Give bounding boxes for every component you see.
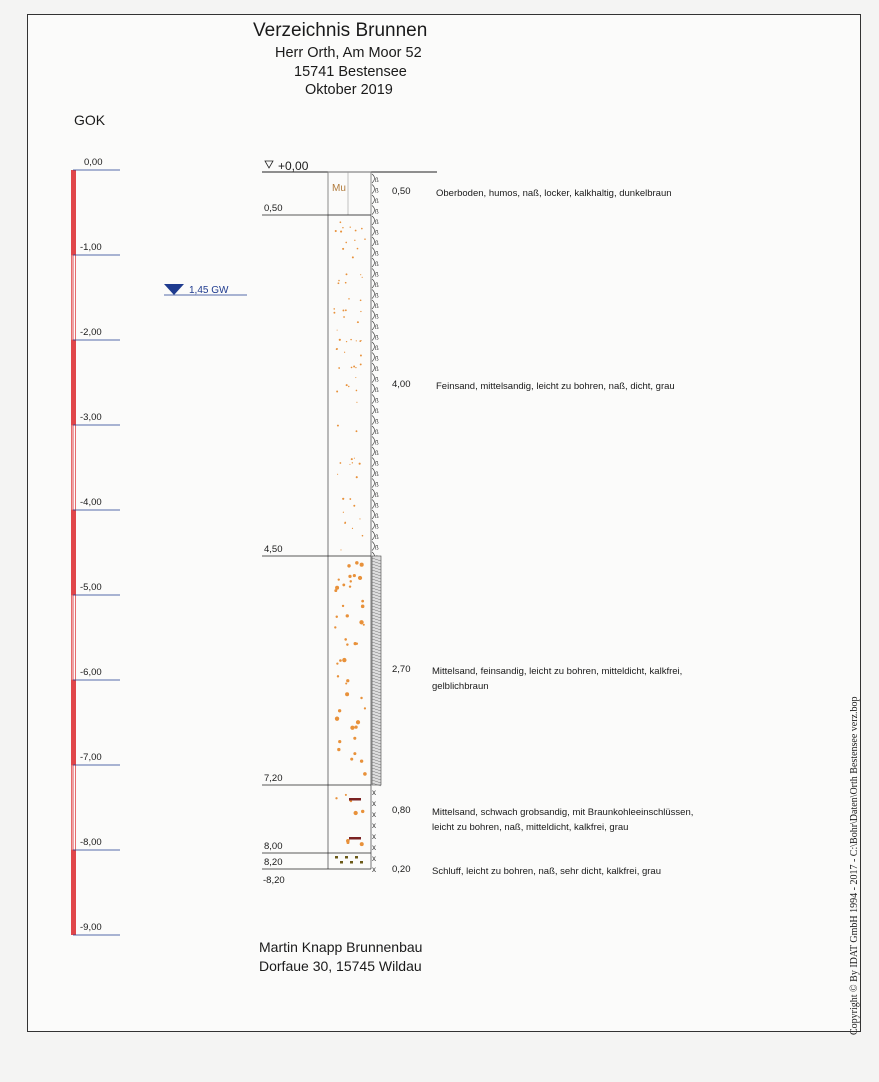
fine-sand-dot xyxy=(348,386,349,387)
fine-sand-dot xyxy=(350,339,351,340)
fine-sand-dot xyxy=(357,248,359,250)
silt-mark xyxy=(350,861,353,864)
scallop-pattern-mark: ß xyxy=(375,472,379,478)
fine-sand-dot xyxy=(345,242,347,244)
fine-sand-dot xyxy=(354,240,355,241)
fine-sand-dot xyxy=(352,528,353,529)
fine-sand-dot xyxy=(357,321,359,323)
scale-tick-label: -5,00 xyxy=(80,582,102,593)
scallop-pattern-mark: ß xyxy=(375,367,379,373)
medium-sand-dot xyxy=(346,679,349,682)
medium-sand-dot xyxy=(346,840,348,842)
layer-thickness: 2,70 xyxy=(392,664,411,675)
cross-pattern: x xyxy=(372,810,376,819)
medium-sand-dot xyxy=(339,659,342,662)
scallop-pattern-mark: ß xyxy=(375,188,379,195)
medium-sand-dot xyxy=(360,759,363,762)
cross-pattern: x xyxy=(372,821,376,830)
scallop-pattern-mark: ß xyxy=(375,440,379,447)
scallop-pattern-mark: ß xyxy=(375,283,379,289)
company-name: Martin Knapp Brunnenbau xyxy=(259,939,423,955)
medium-sand-dot xyxy=(356,720,360,724)
fine-sand-dot xyxy=(337,330,338,331)
medium-sand-dot xyxy=(335,797,337,799)
scallop-pattern-mark: ß xyxy=(375,178,379,184)
fine-sand-dot xyxy=(362,277,363,278)
medium-sand-dot xyxy=(360,842,364,846)
fine-sand-dot xyxy=(343,316,345,318)
gok-label: GOK xyxy=(74,112,106,128)
medium-sand-dot xyxy=(338,709,341,712)
medium-sand-dot xyxy=(354,811,358,815)
silt-mark xyxy=(355,856,358,859)
lignite-inclusion xyxy=(349,798,361,801)
scallop-pattern-mark: ß xyxy=(375,241,379,247)
silt-mark xyxy=(340,861,343,864)
fine-sand-dot xyxy=(355,367,356,368)
medium-sand-dot xyxy=(337,675,339,677)
medium-sand-dot xyxy=(361,600,364,603)
scallop-pattern-mark: ß xyxy=(375,398,379,405)
layer-thickness: 4,00 xyxy=(392,379,411,390)
fine-sand-dot xyxy=(344,523,346,525)
scallop-pattern-mark: ß xyxy=(375,209,379,216)
medium-sand-dot xyxy=(360,563,364,567)
scallop-pattern-mark: ß xyxy=(375,514,379,520)
scallop-pattern-mark: ß xyxy=(375,230,379,237)
fine-sand-dot xyxy=(350,226,351,227)
fine-sand-dot xyxy=(360,354,362,356)
scallop-pattern-mark: ß xyxy=(375,524,379,531)
fine-sand-dot xyxy=(352,462,353,463)
scale-segment-filled xyxy=(71,680,76,765)
fine-sand-dot xyxy=(346,384,348,386)
medium-sand-dot xyxy=(336,616,338,618)
medium-sand-dot xyxy=(334,626,336,628)
fine-sand-dot xyxy=(360,363,362,365)
fine-sand-dot xyxy=(356,340,357,341)
cross-pattern: x xyxy=(372,865,376,874)
fine-sand-dot xyxy=(356,476,358,478)
fine-sand-dot xyxy=(361,228,363,230)
medium-sand-dot xyxy=(360,697,362,699)
scallop-pattern-mark: ß xyxy=(375,503,379,510)
fine-sand-dot xyxy=(340,221,342,223)
medium-sand-dot xyxy=(363,624,365,626)
layer-bottom-depth: 4,50 xyxy=(264,544,283,555)
medium-sand-dot xyxy=(338,578,340,580)
medium-sand-dot xyxy=(353,737,356,740)
scallop-pattern-mark: ß xyxy=(375,251,379,258)
layer-bottom-depth: 8,00 xyxy=(264,841,283,852)
scallop-pattern-mark: ß xyxy=(375,335,379,342)
scale-tick-label: -1,00 xyxy=(80,242,102,253)
scallop-pattern-mark: ß xyxy=(375,377,379,384)
medium-sand-dot xyxy=(337,748,340,751)
layer-thickness: 0,80 xyxy=(392,805,411,816)
fine-sand-dot xyxy=(333,312,335,314)
scale-segment-filled xyxy=(71,850,76,935)
medium-sand-dot xyxy=(342,658,346,662)
scale-segment-filled xyxy=(71,510,76,595)
fine-sand-dot xyxy=(342,227,343,228)
layer-description: Schluff, leicht zu bohren, naß, sehr dicht, kalkfrei, grau xyxy=(432,866,661,877)
fine-sand-dot xyxy=(349,498,351,500)
fine-sand-dot xyxy=(345,309,347,311)
fine-sand-dot xyxy=(359,518,360,519)
fine-sand-dot xyxy=(336,390,338,392)
scale-tick-label: -7,00 xyxy=(80,752,102,763)
scallop-pattern-mark: ß xyxy=(375,314,379,321)
document-title: Verzeichnis Brunnen xyxy=(253,20,428,41)
scale-tick-label: 0,00 xyxy=(84,157,103,168)
fine-sand-dot xyxy=(338,282,340,284)
scallop-pattern-mark: ß xyxy=(375,199,379,205)
fine-sand-dot xyxy=(351,367,353,369)
medium-sand-dot xyxy=(348,575,351,578)
scallop-pattern-mark: ß xyxy=(375,419,379,426)
copyright-note: Copyright © By IDAT GmbH 1994 - 2017 - C:\Bohr\Daten\Orth Bestensee verz.bop xyxy=(849,696,860,1035)
fine-sand-dot xyxy=(352,256,354,258)
fine-sand-dot xyxy=(360,274,361,275)
scallop-pattern-mark: ß xyxy=(375,346,379,352)
fine-sand-dot xyxy=(360,299,362,301)
fine-sand-dot xyxy=(345,282,347,284)
medium-sand-dot xyxy=(353,574,356,577)
scallop-pattern-mark: ß xyxy=(375,356,379,363)
location-line: 15741 Bestensee xyxy=(294,64,407,80)
fine-sand-dot xyxy=(342,310,344,312)
fine-sand-dot xyxy=(355,230,357,232)
fine-sand-dot xyxy=(342,248,344,250)
medium-sand-dot xyxy=(336,662,338,664)
fine-sand-dot xyxy=(337,474,338,475)
layer-description: Oberboden, humos, naß, locker, kalkhaltig, dunkelbraun xyxy=(436,188,672,199)
fine-sand-dot xyxy=(359,340,361,342)
fine-sand-dot xyxy=(337,348,338,349)
layer-bottom-depth: 7,20 xyxy=(264,773,283,784)
gok-triangle-icon xyxy=(265,161,273,168)
fine-sand-dot xyxy=(349,464,350,465)
fine-sand-dot xyxy=(353,505,355,507)
profile-top-label: +0,00 xyxy=(278,159,309,173)
scallop-pattern-mark: ß xyxy=(375,482,379,489)
medium-sand-dot xyxy=(346,614,349,617)
medium-sand-dot xyxy=(364,707,366,709)
groundwater-triangle-icon xyxy=(164,284,184,295)
scallop-pattern-mark: ß xyxy=(375,220,379,226)
scale-tick-label: -4,00 xyxy=(80,497,102,508)
medium-sand-dot xyxy=(354,726,357,729)
scale-segment-filled xyxy=(71,170,76,255)
medium-sand-dot xyxy=(335,586,339,590)
medium-sand-dot xyxy=(355,561,358,564)
fine-sand-dot xyxy=(343,512,344,513)
fine-sand-dot xyxy=(362,535,364,537)
fine-sand-dot xyxy=(359,463,361,465)
fine-sand-dot xyxy=(355,377,356,378)
fine-sand-dot xyxy=(335,230,337,232)
layer-bottom-depth: 0,50 xyxy=(264,203,283,214)
medium-sand-dot xyxy=(353,752,356,755)
fine-sand-dot xyxy=(338,280,340,282)
medium-sand-dot xyxy=(345,692,349,696)
medium-sand-dot xyxy=(345,794,347,796)
scale-tick-label: -3,00 xyxy=(80,412,102,423)
scallop-pattern-mark: ß xyxy=(375,304,379,310)
fine-sand-dot xyxy=(364,238,366,240)
medium-sand-dot xyxy=(349,585,351,587)
client-line: Herr Orth, Am Moor 52 xyxy=(275,45,422,61)
fine-sand-dot xyxy=(340,549,341,550)
cross-pattern: x xyxy=(372,854,376,863)
fine-sand-dot xyxy=(346,273,348,275)
cross-pattern: x xyxy=(372,843,376,852)
layer-description: Mittelsand, schwach grobsandig, mit Braunkohleeinschlüssen, leicht zu bohren, naß, mitteldicht, kalkfrei, grau xyxy=(432,807,694,833)
scallop-pattern-mark: ß xyxy=(375,388,379,394)
medium-sand-dot xyxy=(345,682,347,684)
fine-sand-dot xyxy=(339,339,341,341)
layer-description: Feinsand, mittelsandig, leicht zu bohren, naß, dicht, grau xyxy=(436,381,675,392)
company-address: Dorfaue 30, 15745 Wildau xyxy=(259,958,422,974)
layer-thickness: 0,50 xyxy=(392,186,411,197)
date-line: Oktober 2019 xyxy=(305,82,393,98)
fine-sand-dot xyxy=(360,311,361,312)
scallop-pattern-mark: ß xyxy=(375,409,379,415)
fine-sand-dot xyxy=(342,498,344,500)
medium-sand-dot xyxy=(350,726,354,730)
scale-tick-label: -9,00 xyxy=(80,922,102,933)
scallop-pattern-mark: ß xyxy=(375,430,379,436)
medium-sand-dot xyxy=(361,605,365,609)
fine-sand-dot xyxy=(356,430,358,432)
fine-sand-dot xyxy=(338,367,340,369)
silt-mark xyxy=(335,856,338,859)
scallop-pattern-mark: ß xyxy=(375,545,379,552)
fine-sand-dot xyxy=(340,462,342,464)
lignite-inclusion xyxy=(349,837,361,840)
medium-sand-dot xyxy=(359,620,363,624)
medium-sand-dot xyxy=(342,584,345,587)
fine-sand-dot xyxy=(333,308,335,310)
fine-sand-dot xyxy=(356,402,357,403)
scallop-pattern-mark: ß xyxy=(375,325,379,331)
topsoil-code: Mu xyxy=(332,183,346,194)
scale-tick-label: -6,00 xyxy=(80,667,102,678)
cross-pattern: x xyxy=(372,799,376,808)
scallop-pattern-mark: ß xyxy=(375,535,379,541)
medium-sand-dot xyxy=(338,740,341,743)
cross-pattern: x xyxy=(372,832,376,841)
medium-sand-dot xyxy=(346,643,348,645)
silt-mark xyxy=(345,856,348,859)
fine-sand-dot xyxy=(353,366,355,368)
fine-sand-dot xyxy=(348,298,349,299)
medium-sand-dot xyxy=(335,716,339,720)
layer-thickness: 0,20 xyxy=(392,864,411,875)
scallop-pattern-mark: ß xyxy=(375,272,379,279)
scale-segment-filled xyxy=(71,340,76,425)
medium-sand-dot xyxy=(342,605,344,607)
scale-tick-label: -8,00 xyxy=(80,837,102,848)
layer-bottom-depth: 8,20 xyxy=(264,857,283,868)
fine-sand-dot xyxy=(356,390,358,392)
scallop-pattern-mark: ß xyxy=(375,493,379,499)
scallop-pattern-mark: ß xyxy=(375,262,379,268)
medium-sand-dot xyxy=(363,772,367,776)
medium-sand-dot xyxy=(358,576,362,580)
silt-mark xyxy=(360,861,363,864)
fine-sand-dot xyxy=(354,458,355,459)
fine-sand-dot xyxy=(344,352,345,353)
fine-sand-dot xyxy=(346,341,347,342)
fine-sand-dot xyxy=(351,458,353,460)
medium-sand-dot xyxy=(350,758,353,761)
groundwater-label: 1,45 GW xyxy=(189,285,229,296)
fine-sand-dot xyxy=(337,425,339,427)
scallop-pattern-mark: ß xyxy=(375,293,379,300)
scale-tick-label: -2,00 xyxy=(80,327,102,338)
scallop-pattern-mark: ß xyxy=(375,451,379,457)
cross-pattern: x xyxy=(372,788,376,797)
layer-description: Mittelsand, feinsandig, leicht zu bohren, mitteldicht, kalkfrei, gelblichbraun xyxy=(432,666,683,692)
medium-sand-dot xyxy=(344,638,347,641)
scallop-pattern-mark: ß xyxy=(375,461,379,468)
fine-sand-dot xyxy=(340,231,342,233)
medium-sand-dot xyxy=(354,642,357,645)
medium-sand-dot xyxy=(347,564,350,567)
medium-sand-dot xyxy=(361,810,364,813)
profile-bottom-label: -8,20 xyxy=(263,875,285,886)
medium-sand-dot xyxy=(350,580,352,582)
